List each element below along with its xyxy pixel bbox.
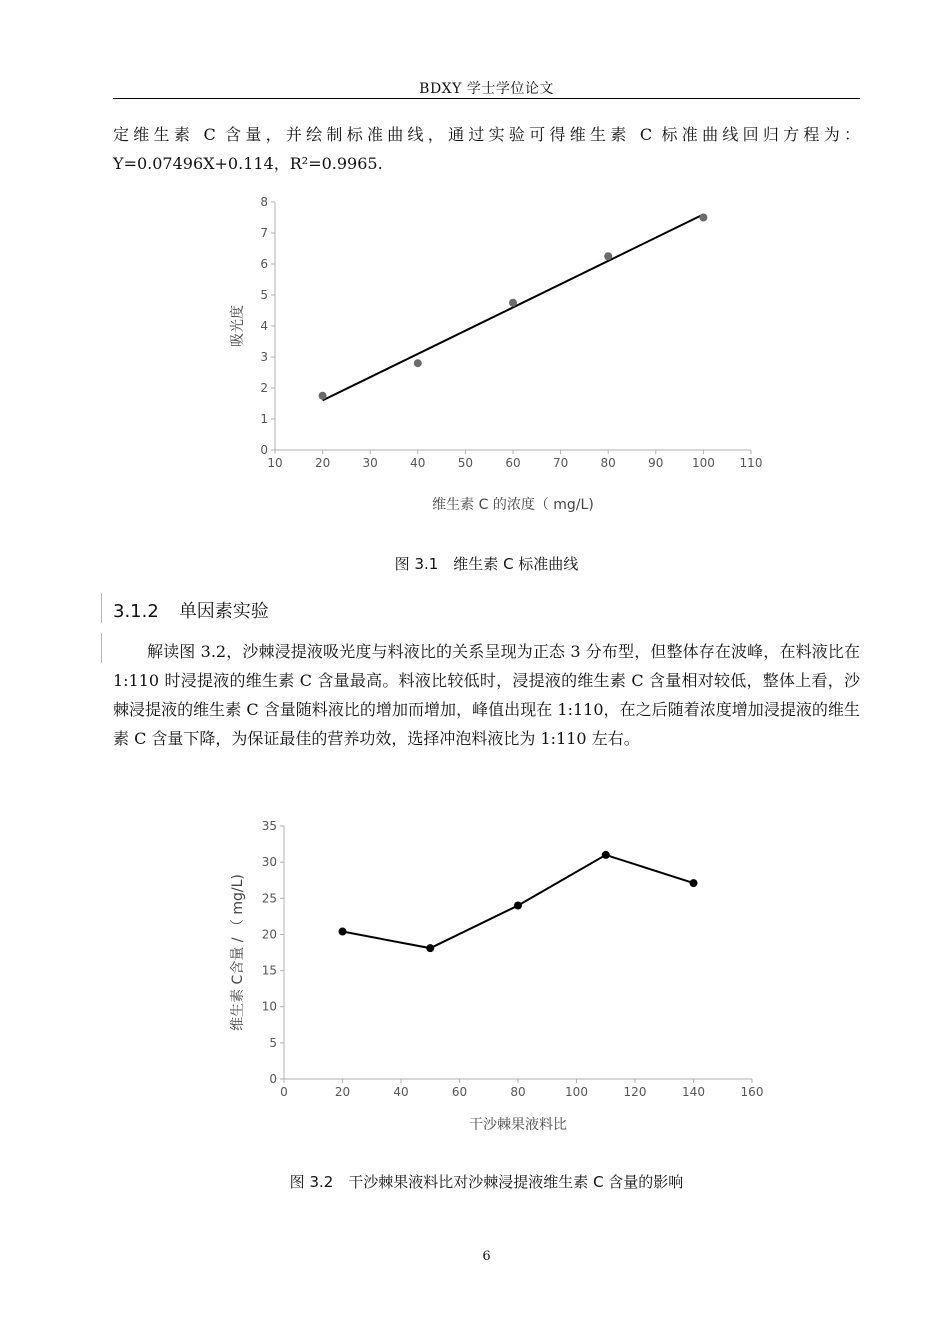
data-point [426,944,434,952]
data-point [514,902,522,910]
x-tick-label: 50 [457,456,474,470]
ratio-effect-chart [0,810,950,1150]
y-tick-label: 30 [261,855,277,870]
section-heading [113,597,269,623]
y-axis-title: 吸光度 [230,305,246,347]
data-point [509,299,517,307]
header-rule [113,98,860,99]
x-tick-label: 120 [623,1085,647,1099]
x-tick-label: 60 [505,456,521,470]
y-tick-label: 0 [260,443,268,457]
section-number: 3.1.2 [113,601,159,622]
y-tick-label: 20 [261,927,277,942]
x-tick-label: 40 [410,456,426,470]
y-tick-label: 8 [260,195,268,209]
y-tick-label: 5 [269,1035,277,1050]
y-tick-label: 25 [261,891,277,906]
y-tick-label: 10 [261,999,277,1014]
y-tick-label: 5 [260,288,268,302]
x-tick-label: 100 [565,1085,588,1099]
x-tick-label: 160 [740,1085,764,1099]
figure-3-1-caption: 图 3.1 维生素 C 标准曲线 [394,555,579,573]
x-tick-label: 110 [739,456,763,470]
y-tick-label: 2 [260,381,268,395]
data-point [604,252,612,260]
x-tick-label: 80 [600,456,616,470]
data-point [414,359,422,367]
data-point [339,928,347,936]
y-tick-label: 1 [260,412,268,426]
paragraph-analysis: 解读图 3.2，沙棘浸提液吸光度与料液比的关系呈现为正态 3 分布型，但整体存在波峰，在料液比在 1:110 时浸提液的维生素 C 含量最高。料液比较低时，浸提液的维生素 C 含量相对较低，整体上看，沙棘浸提液的维生素 C 含量随料液比的增加而增加，峰值出现在 1:110，在之后随着浓度增加浸提液的维生素 C 含量下降，为保证最佳的营养功效，选择冲泡料液比为 1:110 左右。 [113,642,860,748]
x-tick-label: 60 [451,1085,468,1099]
page-number: 6 [482,1249,491,1264]
section-margin-mark [101,593,102,623]
section-title: 单因素实验 [178,601,269,622]
x-tick-label: 30 [362,456,378,470]
x-tick-label: 140 [682,1085,705,1099]
x-tick-label: 0 [280,1085,288,1099]
x-tick-label: 90 [648,456,664,470]
x-axis-title: 干沙棘果液料比 [469,1117,567,1133]
data-point [602,851,610,859]
y-tick-label: 35 [261,819,277,833]
x-axis-title: 维生素 C 的浓度（ mg/L) [432,497,594,513]
y-tick-label: 4 [260,319,268,333]
data-point [699,214,707,222]
y-tick-label: 6 [260,257,268,271]
y-tick-label: 15 [261,963,277,978]
y-axis-title: 维生素 C含量 / （ mg/L) [230,874,246,1031]
y-tick-label: 3 [260,350,268,364]
x-tick-label: 80 [510,1085,526,1099]
paragraph-intro: 定维生素 C 含量，并绘制标准曲线，通过实验可得维生素 C 标准曲线回归方程为：Y=0.07496X+0.114，R²=0.9965. [113,125,860,173]
figure-3-2-caption: 图 3.2 干沙棘果液料比对沙棘浸提液维生素 C 含量的影响 [289,1173,684,1191]
page-header: BDXY 学士学位论文 [419,81,554,97]
data-point [319,392,327,400]
x-tick-label: 20 [314,456,331,470]
y-tick-label: 0 [269,1072,277,1086]
trendline [323,214,704,400]
x-tick-label: 40 [393,1085,409,1099]
x-tick-label: 20 [334,1085,351,1099]
x-tick-label: 70 [552,456,569,470]
y-tick-label: 7 [260,226,268,240]
data-point [690,879,698,887]
x-tick-label: 10 [267,456,283,470]
x-tick-label: 100 [691,456,715,470]
standard-curve-chart [0,185,950,520]
paragraph-margin-mark [101,633,102,663]
